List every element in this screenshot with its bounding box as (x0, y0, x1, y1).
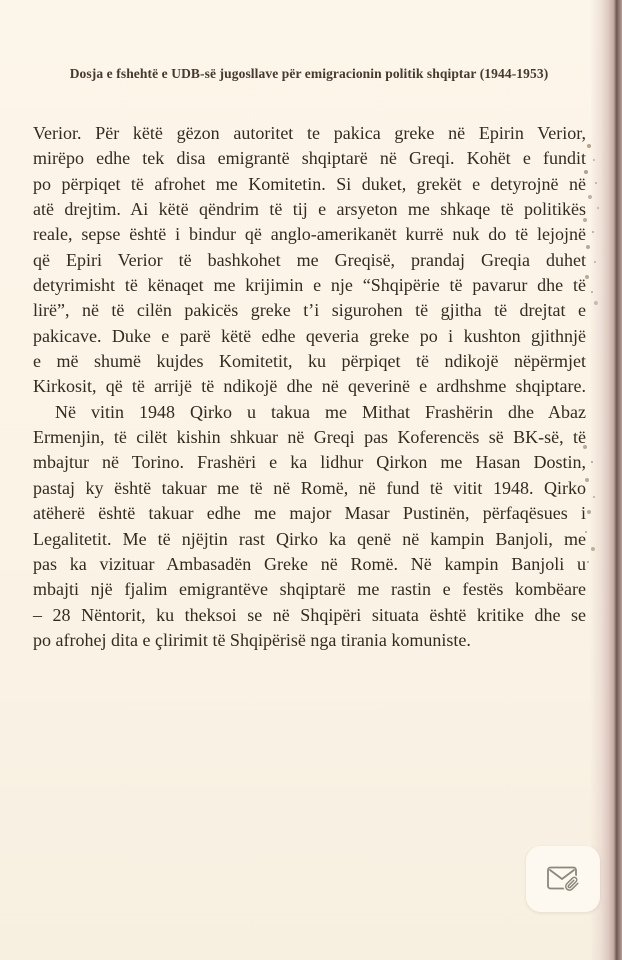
text-line: po afrohej dita e çlirimit të Shqipërisë nga tirania komuniste. (33, 629, 471, 650)
text-line: e më shumë kujdes Komitetit, ku përpiqet të ndikojë nëpërmjet (33, 351, 586, 372)
text-line: pas ka vizituar Ambasadën Greke në Romë. Në kampin Banjoli u (33, 553, 586, 574)
text-line: Legalitetit. Me të njëjtin rast Qirko ka qenë në kampin Banjoli, me (33, 528, 586, 549)
text-line: që Epiri Verior të bashkohet me Greqisë, prandaj Greqia duhet (33, 249, 586, 270)
text-line: mirëpo edhe tek disa emigrantë shqiptarë në Greqi. Kohët e fundit (33, 148, 586, 169)
text-line: pastaj ky është takuar me të në Romë, në fund të vitit 1948. Qirko (33, 477, 586, 498)
text-line: pakicave. Duke e parë këtë edhe qeveria greke po i kushton gjithnjë (33, 325, 586, 346)
text-line: reale, sepse është i bindur që anglo-amerikanët kurrë nuk do të lejojnë (33, 224, 586, 245)
text-line: – 28 Nëntorit, ku theksoi se në Shqipëri situata është kritike dhe se (33, 604, 586, 625)
text-line: Kirkosit, që të arrijë të ndikojë dhe në qeverinë e ardhshme shqiptare. (33, 376, 586, 397)
text-line: lirë”, në të cilën pakicës greke t’i sigurohen të gjitha të drejtat e (33, 300, 586, 321)
send-email-attachment-button[interactable] (526, 846, 600, 912)
envelope-paperclip-icon (542, 859, 584, 899)
page-speckles (0, 0, 2, 2)
text-line: Në vitin 1948 Qirko u takua me Mithat Frashërin dhe Abaz (55, 401, 586, 422)
text-line: detyrimisht të kënaqet me krijimin e nje “Shqipërie të pavarur dhe të (33, 275, 586, 296)
text-line: mbajti një fjalim emigrantëve shqiptarë me rastin e festës kombëare (33, 579, 586, 600)
text-line: Verior. Për këtë gëzon autoritet te pakica greke në Epirin Verior, (33, 123, 586, 143)
body-text (33, 121, 586, 653)
text-line: po përpiqet të afrohet me Komitetin. Si duket, grekët e detyrojnë në (33, 173, 586, 194)
text-line: atëherë është takuar edhe me major Masar Pustinën, përfaqësues i (33, 503, 586, 524)
page-header: Dosja e fshehtë e UDB-së jugosllave për emigracionin politik shqiptar (1944-1953) (69, 66, 549, 81)
text-line: mbajtur në Torino. Frashëri e ka lidhur Qirkon me Hasan Dostin, (33, 452, 586, 473)
text-line: Ermenjin, të cilët kishin shkuar në Greqi pas Koferencës së BK-së, të (33, 427, 586, 448)
book-edge (590, 0, 622, 960)
text-line: atë drejtim. Ai këtë qëndrim të tij e arsyeton me shkaqe të politikës (33, 199, 586, 220)
